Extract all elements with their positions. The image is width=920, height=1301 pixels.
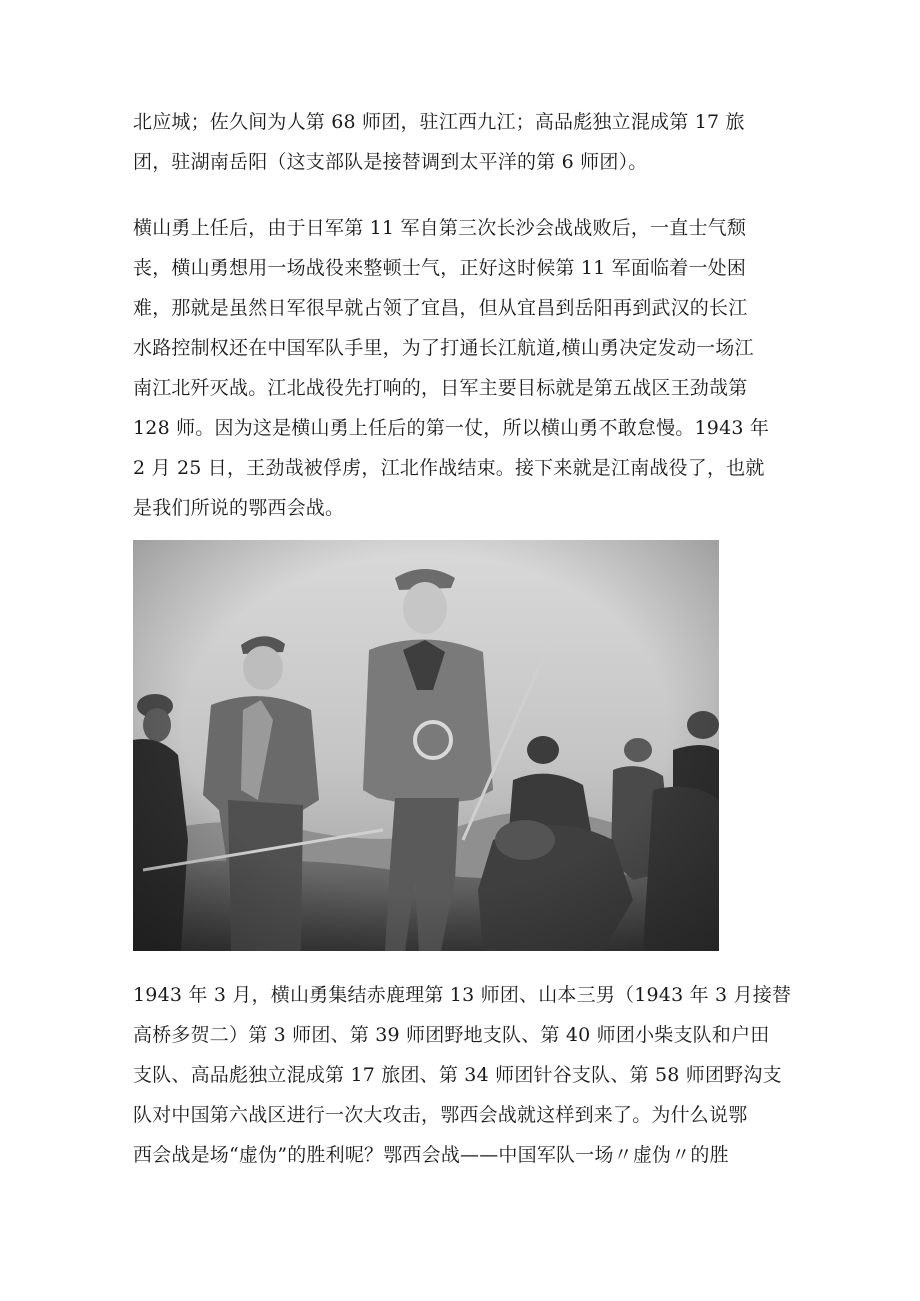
paragraph-3 xyxy=(133,975,793,1175)
text-line: 水路控制权还在中国军队手里，为了打通长江航道,横山勇决定发动一场江 xyxy=(133,337,754,359)
text-line: 丧，横山勇想用一场战役来整顿士气，正好这时候第 11 军面临着一处困 xyxy=(133,257,747,279)
text-line: 团，驻湖南岳阳（这支部队是接替调到太平洋的第 6 师团）。 xyxy=(133,151,648,173)
historical-photo xyxy=(133,540,719,951)
text-line: 128 师。因为这是横山勇上任后的第一仗，所以横山勇不敢怠慢。1943 年 xyxy=(133,417,770,439)
text-line: 北应城；佐久间为人第 68 师团，驻江西九江；高品彪独立混成第 17 旅 xyxy=(133,111,745,133)
text-line: 难，那就是虽然日军很早就占领了宜昌，但从宜昌到岳阳再到武汉的长江 xyxy=(133,297,748,319)
text-line: 队对中国第六战区进行一次大攻击，鄂西会战就这样到来了。为什么说鄂 xyxy=(133,1104,748,1126)
text-line: 南江北歼灭战。江北战役先打响的，日军主要目标就是第五战区王劲哉第 xyxy=(133,377,748,399)
text-line: 1943 年 3 月，横山勇集结赤鹿理第 13 师团、山本三男（1943 年 3 月接替 xyxy=(133,984,792,1006)
text-line: 2 月 25 日，王劲哉被俘虏，江北作战结束。接下来就是江南战役了，也就 xyxy=(133,457,765,479)
photo-drawing xyxy=(133,540,719,951)
text-line: 是我们所说的鄂西会战。 xyxy=(133,497,345,519)
paragraph-1 xyxy=(133,102,793,182)
text-line: 高桥多贺二）第 3 师团、第 39 师团野地支队、第 40 师团小柴支队和户田 xyxy=(133,1024,770,1046)
paragraph-2 xyxy=(133,208,793,528)
text-line: 支队、高品彪独立混成第 17 旅团、第 34 师团针谷支队、第 58 师团野沟支 xyxy=(133,1064,782,1086)
text-line: 西会战是场“虚伪”的胜利呢？鄂西会战——中国军队一场〃虚伪〃的胜 xyxy=(133,1144,729,1166)
text-line: 横山勇上任后，由于日军第 11 军自第三次长沙会战战败后，一直士气颓 xyxy=(133,217,747,239)
